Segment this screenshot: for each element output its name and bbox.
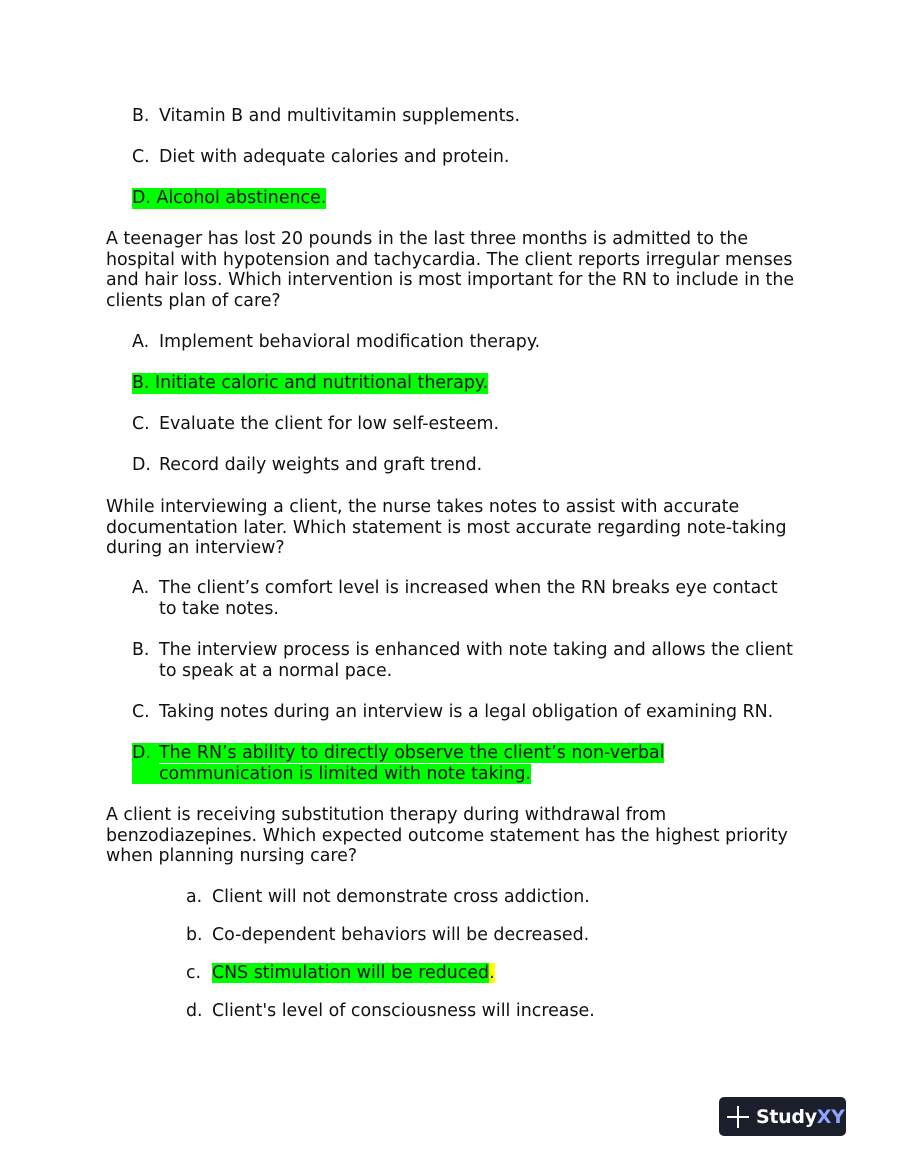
option-text: Record daily weights and graft trend. xyxy=(159,455,483,475)
plus-icon xyxy=(727,1106,749,1128)
highlighted-answer: CNS stimulation will be reduced xyxy=(212,963,490,983)
option-letter: D. xyxy=(132,743,159,784)
question-1-text: A teenager has lost 20 pounds in the last three months is admitted to the hospital with hypotension and tachycardia. The client reports irregular menses and hair loss. Which intervention is most important for the RN to include in the clients plan of care? xyxy=(106,229,795,311)
option-text: Vitamin B and multivitamin supplements. xyxy=(159,106,520,126)
q3-option-c xyxy=(186,963,786,984)
option-letter: A. xyxy=(132,332,150,352)
q2-option-c xyxy=(132,702,796,723)
q2-option-a xyxy=(132,578,796,619)
q2-option-b xyxy=(132,640,796,681)
brand-accent: XY xyxy=(816,1105,845,1128)
question-2-text: While interviewing a client, the nurse takes notes to assist with accurate documentation later. Which statement is most accurate regarding note-taking during an interview? xyxy=(106,497,787,558)
option-letter: C. xyxy=(132,414,150,434)
q2-option-d xyxy=(132,743,692,784)
option-text: The interview process is enhanced with note taking and allows the client to speak at a normal pace. xyxy=(159,640,793,681)
q0-option-b xyxy=(132,106,796,127)
option-letter: d. xyxy=(186,1001,203,1021)
option-letter: B. xyxy=(132,640,150,660)
q1-option-d xyxy=(132,455,796,476)
question-3-text: A client is receiving substitution therapy during withdrawal from benzodiazepines. Which expected outcome statement has the highest priority when planning nursing care? xyxy=(106,805,788,866)
q0-option-c xyxy=(132,147,796,168)
q3-option-a xyxy=(186,887,786,908)
highlighted-answer: The RN’s ability to directly observe the client’s non-verbal communication is limited with note taking. xyxy=(159,743,665,784)
option-text: Initiate caloric and nutritional therapy. xyxy=(155,373,489,393)
option-text: Co-dependent behaviors will be decreased. xyxy=(212,925,590,945)
option-text: The client’s comfort level is increased when the RN breaks eye contact to take notes. xyxy=(159,578,778,619)
q1-option-b xyxy=(132,373,796,394)
option-text: Alcohol abstinence. xyxy=(156,188,327,208)
option-text-wrapper xyxy=(212,963,495,984)
q3-option-d xyxy=(186,1001,786,1022)
option-letter: b. xyxy=(186,925,203,945)
option-text: Evaluate the client for low self-esteem. xyxy=(159,414,499,434)
option-letter: B. xyxy=(132,373,150,393)
studyxy-logo[interactable] xyxy=(719,1097,846,1136)
q1-option-c xyxy=(132,414,796,435)
option-letter: D. xyxy=(132,455,151,475)
option-letter: c. xyxy=(186,963,202,983)
option-letter: D. xyxy=(132,188,151,208)
q0-option-d xyxy=(132,188,796,209)
option-letter: C. xyxy=(132,147,150,167)
option-text: Client will not demonstrate cross addiction. xyxy=(212,887,590,907)
option-text: Client's level of consciousness will increase. xyxy=(212,1001,595,1021)
q1-option-a xyxy=(132,332,796,353)
highlighted-period: . xyxy=(489,963,495,983)
option-text: Diet with adequate calories and protein. xyxy=(159,147,510,167)
q3-option-b xyxy=(186,925,786,946)
option-letter: C. xyxy=(132,702,150,722)
brand-name xyxy=(756,1106,845,1128)
option-text-wrapper xyxy=(159,743,692,784)
brand-main: Study xyxy=(756,1105,817,1128)
option-text: Implement behavioral modification therapy. xyxy=(159,332,541,352)
highlighted-answer xyxy=(132,373,488,394)
option-letter: a. xyxy=(186,887,203,907)
option-text: Taking notes during an interview is a legal obligation of examining RN. xyxy=(159,702,774,722)
option-letter: A. xyxy=(132,578,150,598)
option-letter: B. xyxy=(132,106,150,126)
highlighted-answer xyxy=(132,188,326,209)
